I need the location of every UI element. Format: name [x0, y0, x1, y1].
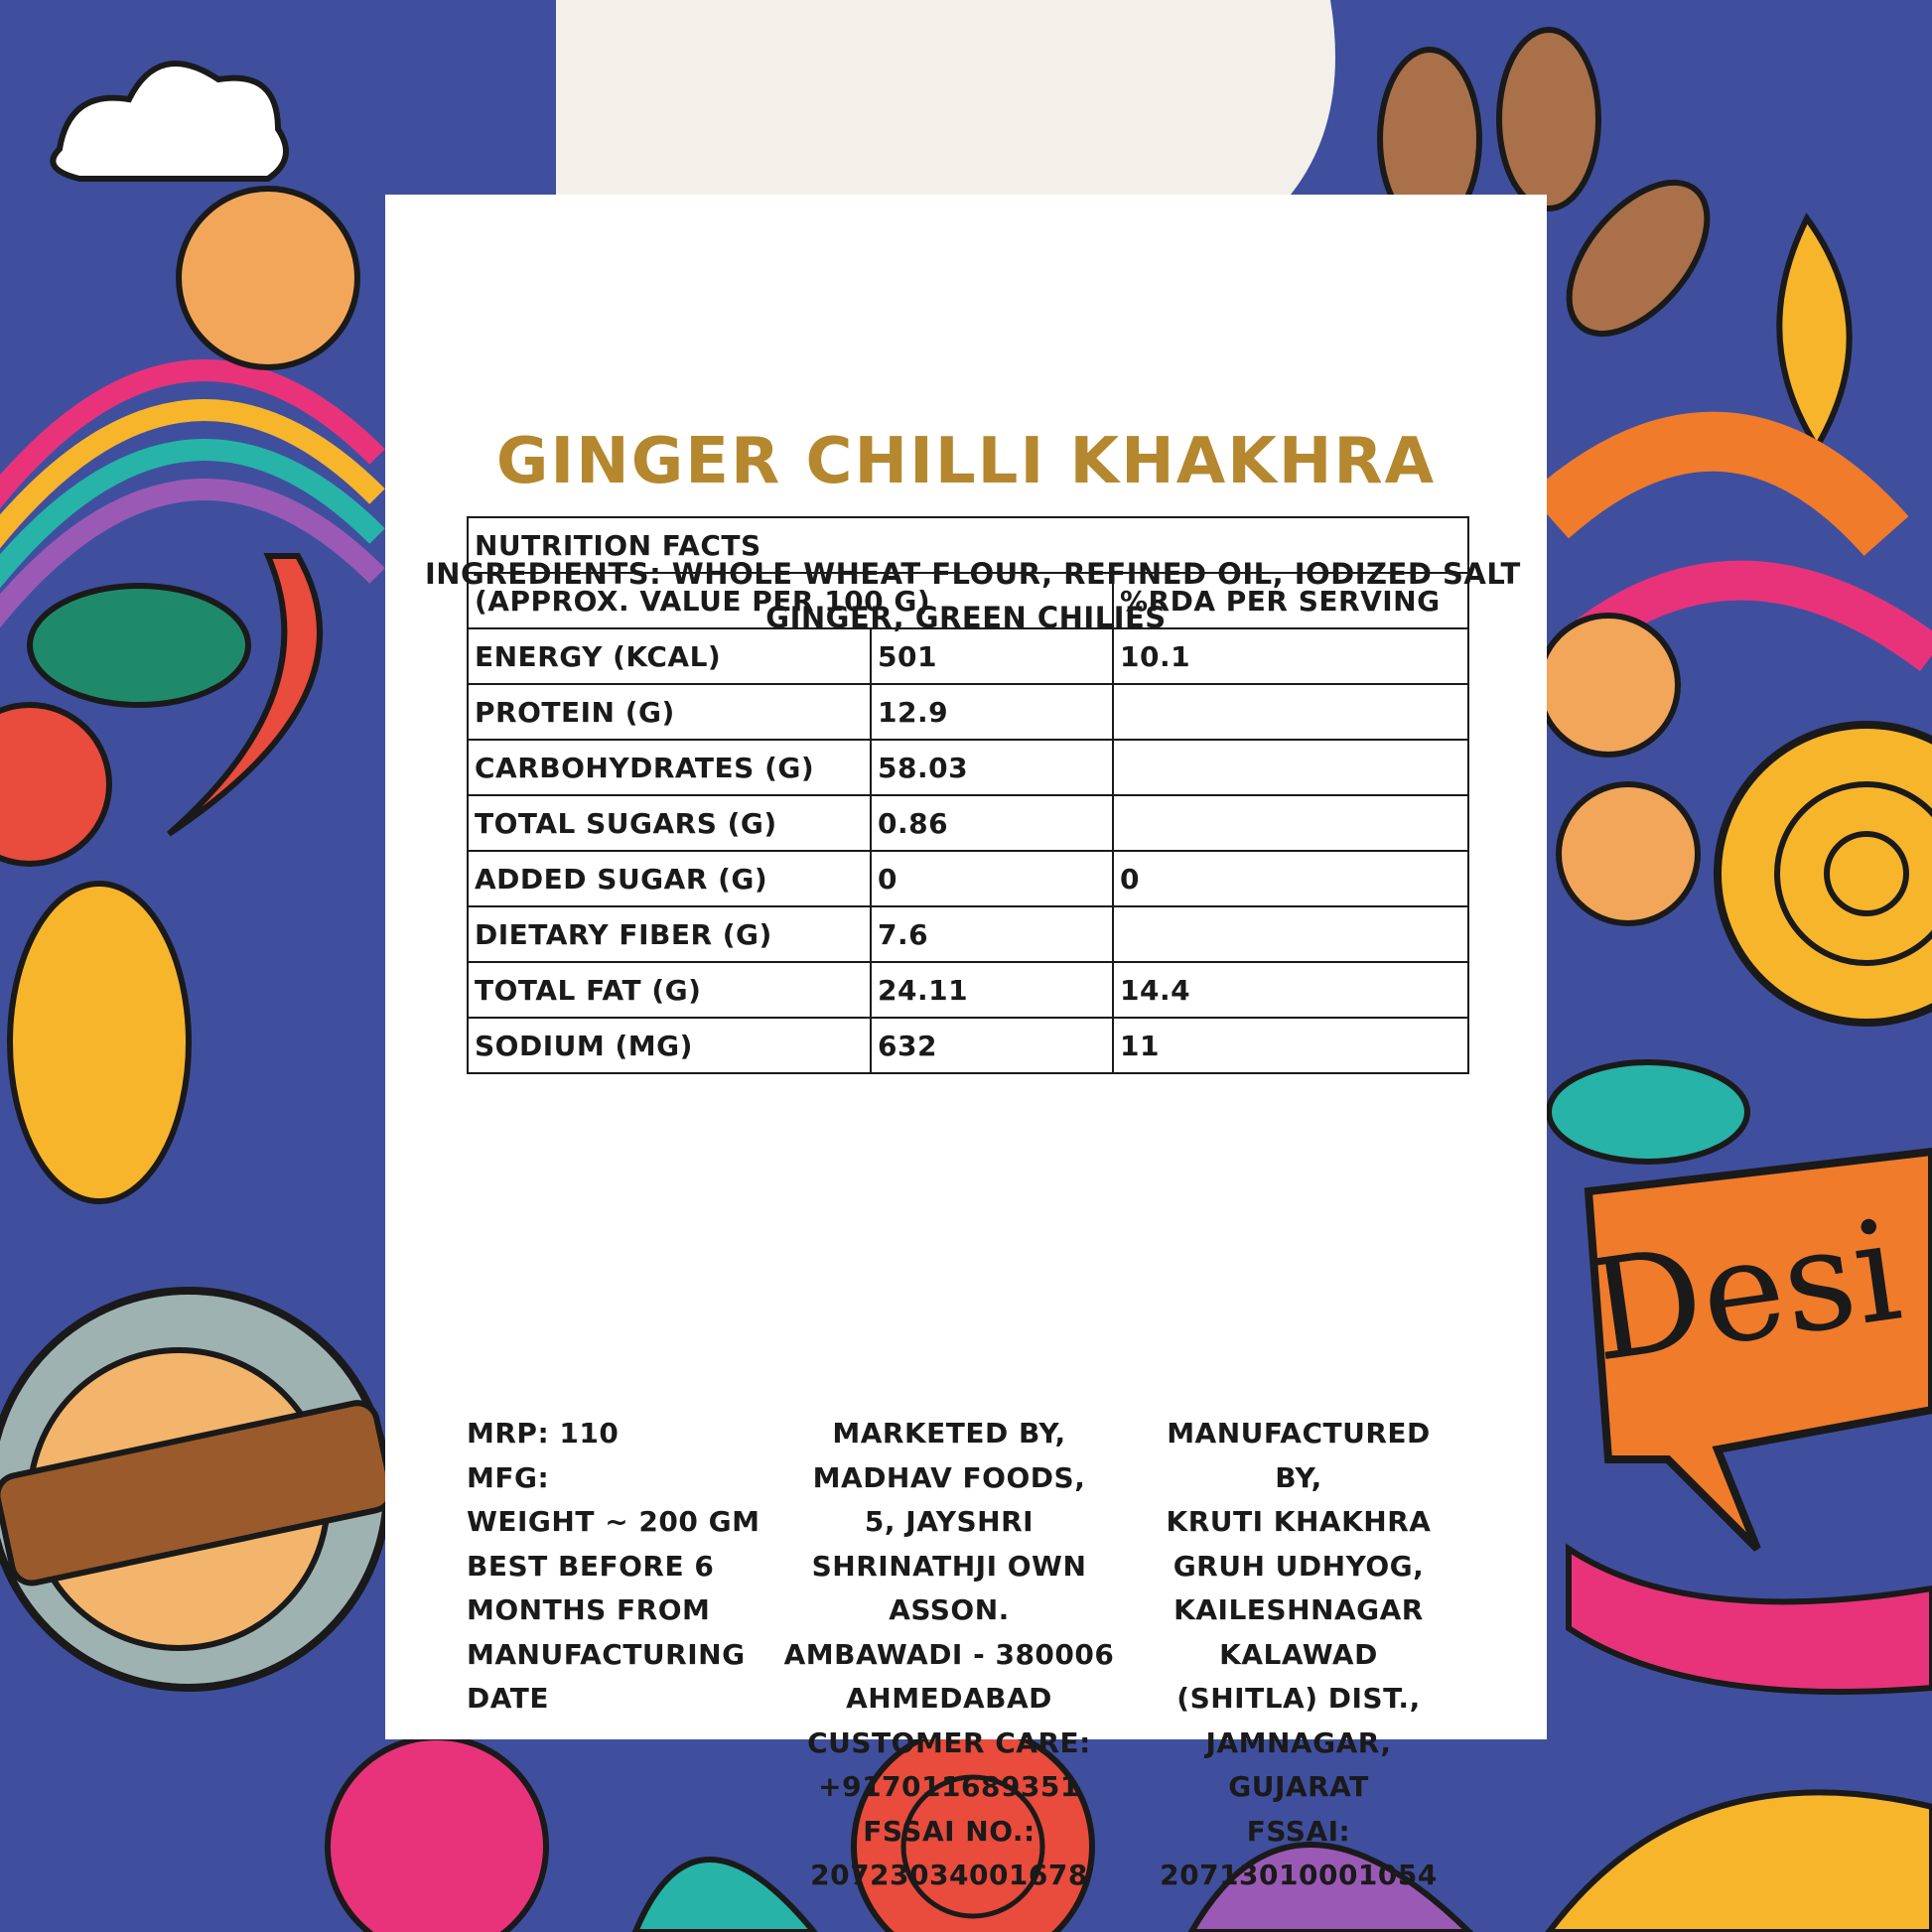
nutrition-row — [468, 1018, 1468, 1073]
nutrient-value: 0.86 — [871, 795, 1113, 851]
per-100g-header: (APPROX. VALUE PER 100 G) — [468, 573, 1113, 628]
nutrient-value: 12.9 — [871, 684, 1113, 740]
nutrition-row — [468, 740, 1468, 795]
product-title: GINGER CHILLI KHAKHRA — [495, 425, 1437, 498]
detail-line: MADHAV FOODS, — [812, 1460, 1086, 1494]
nutrient-rda: 14.4 — [1113, 962, 1468, 1018]
label-card — [385, 195, 1547, 1891]
desi-doodle-text: Desi — [1581, 1189, 1910, 1394]
detail-line: MONTHS FROM — [467, 1593, 711, 1626]
nutrient-name: TOTAL SUGARS (G) — [468, 795, 871, 851]
nutrient-name: ADDED SUGAR (G) — [468, 851, 871, 906]
nutrition-header-row — [468, 573, 1468, 628]
nutrient-name: CARBOHYDRATES (G) — [468, 740, 871, 795]
nutrient-value: 24.11 — [871, 962, 1113, 1018]
nutrient-name: PROTEIN (G) — [468, 684, 871, 740]
marketed-by-column — [780, 1412, 1118, 1898]
nutrient-name: ENERGY (KCAL) — [468, 628, 871, 684]
nutrient-value: 0 — [871, 851, 1113, 906]
detail-line: SHRINATHJI OWN — [811, 1549, 1087, 1583]
detail-line: (SHITLA) DIST., — [1176, 1682, 1421, 1715]
detail-line: CUSTOMER CARE: — [807, 1725, 1091, 1759]
nutrient-rda — [1113, 684, 1468, 740]
nutrition-row — [468, 684, 1468, 740]
nutrient-value: 632 — [871, 1018, 1113, 1073]
detail-line: FSSAI: — [1246, 1814, 1351, 1848]
nutrient-value: 58.03 — [871, 740, 1113, 795]
detail-line: KALAWAD — [1219, 1637, 1378, 1671]
manufactured-by-column — [1150, 1412, 1448, 1898]
detail-line: KRUTI KHAKHRA — [1166, 1505, 1432, 1538]
detail-line: 5, JAYSHRI — [864, 1505, 1035, 1538]
detail-line: +917011689351 — [818, 1770, 1080, 1803]
detail-line: MRP: 110 — [467, 1417, 620, 1449]
detail-line: MFG: — [467, 1460, 550, 1494]
detail-line: BY, — [1275, 1460, 1322, 1494]
rda-header: %RDA PER SERVING — [1113, 573, 1468, 628]
detail-line: KAILESHNAGAR — [1173, 1593, 1424, 1626]
nutrient-rda: 10.1 — [1113, 628, 1468, 684]
detail-line: MARKETED BY, — [832, 1417, 1066, 1449]
detail-line: AMBAWADI - 380006 — [783, 1637, 1115, 1671]
nutrition-heading: NUTRITION FACTS — [468, 517, 1468, 573]
detail-line: AHMEDABAD — [846, 1682, 1052, 1715]
detail-line: 20713010001054 — [1160, 1859, 1438, 1891]
detail-line: JAMNAGAR, — [1205, 1725, 1392, 1759]
nutrient-name: TOTAL FAT (G) — [468, 962, 871, 1018]
nutrient-name: SODIUM (MG) — [468, 1018, 871, 1073]
nutrient-rda — [1113, 795, 1468, 851]
detail-line: GUJARAT — [1228, 1770, 1369, 1803]
detail-line: ASSON. — [889, 1593, 1010, 1626]
detail-line: FSSAI NO.: — [863, 1814, 1035, 1848]
detail-line: 20723034001678 — [810, 1859, 1088, 1891]
detail-line: GRUH UDHYOG, — [1173, 1549, 1425, 1583]
ingredients-line-1: INGREDIENTS: WHOLE WHEAT FLOUR, REFINED OIL, IODIZED SALT — [425, 557, 1521, 591]
ingredients-line-2: GINGER, GREEN CHILIES — [765, 601, 1167, 634]
product-info-column — [467, 1412, 764, 1722]
nutrition-facts-table — [467, 516, 1469, 1074]
nutrition-row — [468, 795, 1468, 851]
nutrition-row — [468, 628, 1468, 684]
nutrition-row — [468, 906, 1468, 962]
nutrient-rda: 11 — [1113, 1018, 1468, 1073]
detail-line: MANUFACTURING — [467, 1637, 746, 1671]
nutrition-row — [468, 851, 1468, 906]
nutrient-value: 501 — [871, 628, 1113, 684]
nutrition-heading-row — [468, 517, 1468, 573]
nutrient-rda — [1113, 906, 1468, 962]
detail-line: BEST BEFORE 6 — [467, 1549, 715, 1583]
nutrient-name: DIETARY FIBER (G) — [468, 906, 871, 962]
detail-line: DATE — [467, 1682, 549, 1715]
nutrient-rda — [1113, 740, 1468, 795]
nutrient-value: 7.6 — [871, 906, 1113, 962]
nutrient-rda: 0 — [1113, 851, 1468, 906]
nutrition-row — [468, 962, 1468, 1018]
detail-line: MANUFACTURED — [1167, 1417, 1431, 1449]
detail-line: WEIGHT ~ 200 GM — [467, 1505, 760, 1538]
